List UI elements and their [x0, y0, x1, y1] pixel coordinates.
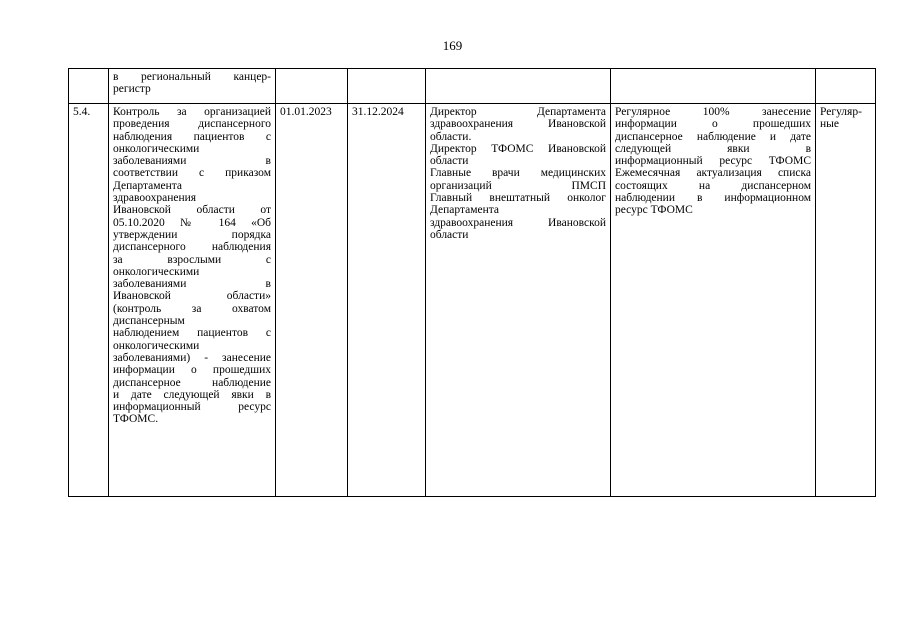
cell-periodicity [816, 104, 876, 497]
cell-event [109, 69, 276, 104]
event-line: информации о прошедших [113, 364, 271, 377]
event-line: диспансерного наблюдения [113, 241, 271, 254]
indicator-line: информации о прошедших [615, 118, 811, 131]
responsible-line: Департамента [430, 204, 500, 217]
indicator-line: наблюдении в информационном [615, 192, 811, 205]
event-line: (контроль за охватом [113, 302, 271, 315]
row-number: 5.4. [73, 106, 91, 118]
indicator-line: диспансерное наблюдение и дате [615, 130, 811, 143]
event-line: онкологическими [113, 339, 200, 352]
table-row [69, 104, 876, 497]
event-line: заболеваниями в [113, 278, 271, 291]
responsible-line: области [430, 228, 469, 241]
page-number: 169 [442, 38, 463, 53]
start-date: 01.01.2023 [280, 106, 332, 118]
cell-indicator [611, 104, 816, 497]
event-line: регистр [113, 83, 151, 96]
indicator-line: следующей явки в [615, 142, 811, 155]
responsible-line: Главные врачи медицинских [430, 167, 606, 180]
responsible-line: организаций ПМСП [430, 179, 606, 192]
event-line: диспансерное наблюдение [113, 376, 271, 389]
event-line: онкологическими [113, 265, 200, 278]
event-line: соответствии с приказом [113, 167, 271, 180]
periodicity-line: Регуляр- [820, 106, 862, 118]
event-line: проведения диспансерного [113, 118, 271, 131]
event-line: Департамента [113, 179, 183, 192]
cell-event [109, 104, 276, 497]
event-line: за взрослыми с [113, 253, 271, 266]
cell-periodicity [816, 69, 876, 104]
table-row [69, 69, 876, 104]
responsible-line: здравоохранения Ивановской [430, 118, 606, 131]
indicator-line: ресурс ТФОМС [615, 204, 693, 217]
event-line: Ивановской области» [113, 290, 271, 303]
event-line: заболеваниями в [113, 155, 271, 168]
event-line: утверждении порядка [113, 228, 271, 241]
event-line: Контроль за организацией [113, 106, 271, 118]
cell-responsible [426, 69, 611, 104]
event-line: Ивановской области от [113, 204, 271, 217]
cell-number [69, 69, 109, 104]
responsible-line: области. [430, 130, 472, 143]
event-line: наблюдения пациентов с [113, 130, 271, 143]
indicator-line: состоящих на диспансерном [615, 179, 811, 192]
event-line: заболеваниями) - занесение [113, 351, 271, 364]
cell-start-date [276, 104, 348, 497]
cell-number [69, 104, 109, 497]
plan-table [68, 68, 876, 497]
cell-responsible [426, 104, 611, 497]
responsible-line: здравоохранения Ивановской [430, 216, 606, 229]
responsible-line: Директор ТФОМС Ивановской [430, 142, 606, 155]
cell-start-date [276, 69, 348, 104]
event-line: здравоохранения [113, 192, 197, 205]
event-line: и дате следующей явки в [113, 388, 271, 401]
cell-end-date [348, 69, 426, 104]
event-line: ТФОМС. [113, 413, 159, 426]
event-line: 05.10.2020 № 164 «Об [113, 216, 271, 229]
event-line: информационный ресурс [113, 401, 271, 414]
periodicity-line: ные [820, 118, 839, 131]
responsible-line: области [430, 155, 469, 168]
indicator-line: Регулярное 100% занесение [615, 106, 811, 118]
event-line: диспансерным [113, 315, 185, 328]
event-line: в региональный канцер- [113, 71, 271, 83]
end-date: 31.12.2024 [352, 106, 404, 118]
event-line: онкологическими [113, 142, 200, 155]
cell-end-date [348, 104, 426, 497]
event-line: наблюдением пациентов с [113, 327, 271, 340]
cell-indicator [611, 69, 816, 104]
indicator-line: Ежемесячная актуализация списка [615, 167, 811, 180]
indicator-line: информационный ресурс ТФОМС [615, 155, 811, 168]
responsible-line: Главный внештатный онколог [430, 192, 606, 205]
responsible-line: Директор Департамента [430, 106, 606, 118]
